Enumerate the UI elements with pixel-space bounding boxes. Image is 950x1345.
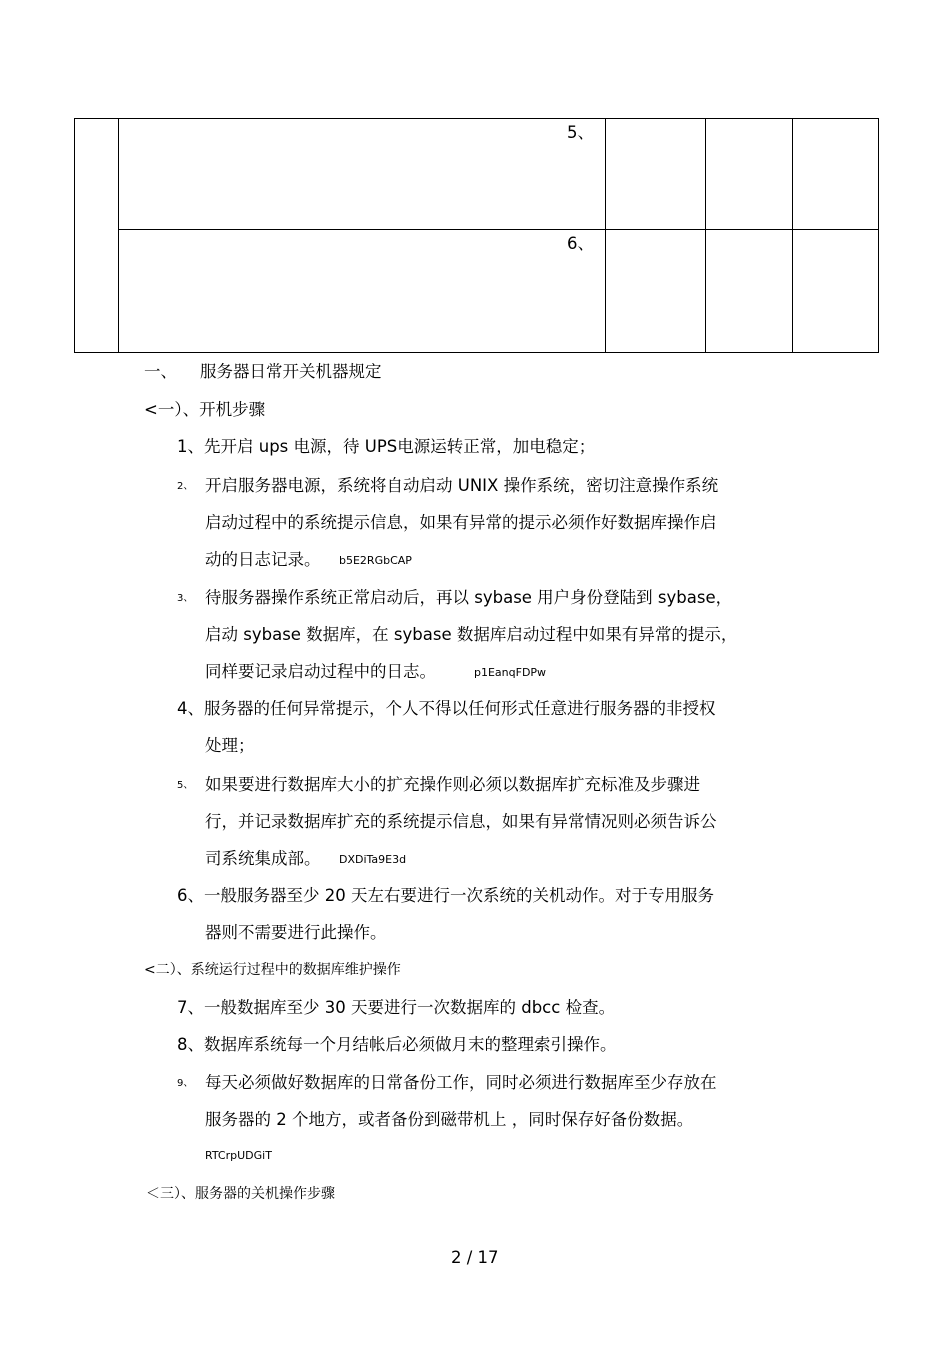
table-row-number: 6、 (567, 234, 594, 253)
table-col-divider (705, 118, 706, 353)
table-row-divider (118, 229, 879, 230)
list-item-line: 如果要进行数据库大小的扩充操作则必须以数据库扩充标准及步骤进 (205, 775, 700, 794)
list-item-line: 器则不需要进行此操作。 (205, 923, 387, 942)
watermark-code: b5E2RGbCAP (339, 554, 412, 567)
list-item-line: 启动过程中的系统提示信息，如果有异常的提示必须作好数据库操作启 (205, 513, 717, 532)
list-item: 7、一般数据库至少 30 天要进行一次数据库的 dbcc 检查。 (177, 998, 616, 1017)
table-col-divider (792, 118, 793, 353)
list-item-line: 4、服务器的任何异常提示，个人不得以任何形式任意进行服务器的非授权 (177, 699, 716, 718)
list-item-line: 启动 sybase 数据库，在 sybase 数据库启动过程中如果有异常的提示， (205, 625, 738, 644)
page-number: 2 / 17 (451, 1248, 499, 1267)
section-title: 服务器日常开关机器规定 (200, 362, 382, 381)
list-item-line: 行，并记录数据库扩充的系统提示信息，如果有异常情况则必须告诉公 (205, 812, 717, 831)
list-item: 8、数据库系统每一个月结帐后必须做月末的整理索引操作。 (177, 1035, 617, 1054)
subsection-heading: <二）、系统运行过程中的数据库维护操作 (144, 962, 401, 978)
list-item-line: 同样要记录启动过程中的日志。 (205, 662, 436, 681)
watermark-code: RTCrpUDGiT (205, 1149, 272, 1162)
list-item-number: 9、 (177, 1078, 194, 1089)
subsection-heading: ＜三）、服务器的关机操作步骤 (146, 1186, 335, 1202)
subsection-heading: <一）、开机步骤 (144, 400, 266, 419)
watermark-code: p1EanqFDPw (474, 666, 547, 679)
table-col-divider (605, 118, 606, 353)
watermark-code: DXDiTa9E3d (339, 853, 407, 866)
list-item-line: 司系统集成部。 (205, 849, 321, 868)
list-item-line: 待服务器操作系统正常启动后，再以 sybase 用户身份登陆到 sybase， (205, 588, 733, 607)
table-col-divider (118, 118, 119, 353)
list-item: 1、先开启 ups 电源，待 UPS电源运转正常，加电稳定； (177, 437, 596, 456)
list-item-number: 5、 (177, 780, 194, 791)
list-item-line: 动的日志记录。 (205, 550, 321, 569)
list-item-number: 3、 (177, 593, 194, 604)
section-number: 一、 (144, 362, 177, 381)
list-item-line: 处理； (205, 736, 255, 755)
list-item-number: 2、 (177, 481, 194, 492)
list-item-line: 服务器的 2 个地方，或者备份到磁带机上 ，同时保存好备份数据。 (205, 1110, 694, 1129)
table-row-number: 5、 (567, 123, 594, 142)
list-item-line: 每天必须做好数据库的日常备份工作，同时必须进行数据库至少存放在 (205, 1073, 717, 1092)
list-item-line: 6、一般服务器至少 20 天左右要进行一次系统的关机动作。对于专用服务 (177, 886, 714, 905)
table-frame (74, 118, 879, 353)
list-item-line: 开启服务器电源，系统将自动启动 UNIX 操作系统，密切注意操作系统 (205, 476, 719, 495)
